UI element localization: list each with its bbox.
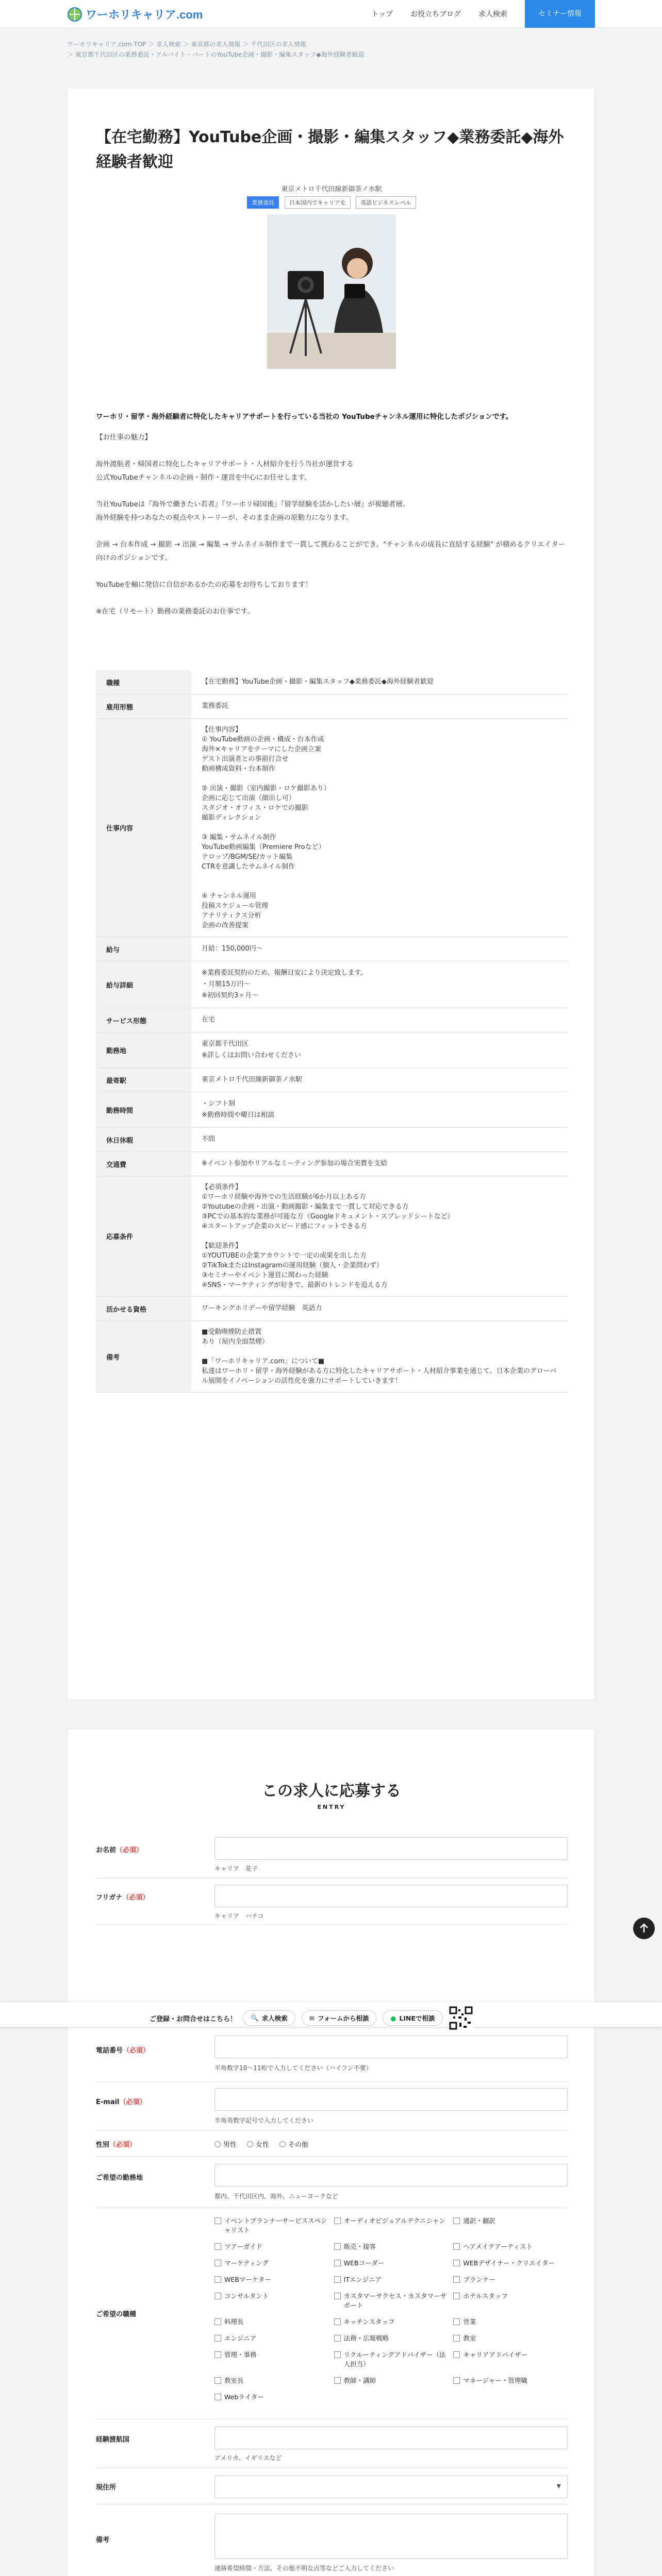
jobtype-checkbox-option[interactable] <box>214 2216 329 2235</box>
checkbox[interactable] <box>334 2276 341 2283</box>
required-mark: （必須） <box>119 2098 146 2106</box>
detail-value: 在宅 <box>191 1008 568 1032</box>
field-furigana <box>96 1878 568 1925</box>
checkbox[interactable] <box>334 2260 341 2266</box>
jobtype-checkbox-option[interactable] <box>214 2292 329 2310</box>
job-station: 東京メトロ千代田線新御茶ノ水駅 <box>281 185 382 193</box>
detail-row-service <box>96 1008 568 1032</box>
detail-row-salary-detail <box>96 961 568 1008</box>
gender-male-option[interactable]: 男性 <box>214 2139 237 2149</box>
field-email <box>96 2082 568 2131</box>
checkbox[interactable] <box>214 2394 221 2400</box>
email-label: E-mail <box>96 2098 120 2106</box>
jobtype-option-label: カスタマーサクセス・カスタマーサポート <box>343 2292 447 2309</box>
phone-label: 電話番号 <box>96 2047 123 2055</box>
jobtype-option-label: WEBコーダー <box>343 2259 385 2267</box>
scroll-to-top-button[interactable] <box>633 1918 655 1939</box>
field-phone <box>96 2030 568 2082</box>
jobtype-checkbox-option[interactable] <box>334 2242 449 2251</box>
jobtype-checkbox-option[interactable] <box>453 2275 568 2284</box>
jobtype-checkbox-option[interactable] <box>214 2376 329 2385</box>
jobtype-option-label: WEBデザイナー・クリエイター <box>463 2259 555 2267</box>
nav-blog[interactable]: お役立ちブログ <box>410 10 461 19</box>
checkbox[interactable] <box>453 2217 460 2224</box>
checkbox[interactable] <box>453 2377 460 2384</box>
checkbox[interactable] <box>214 2217 221 2224</box>
detail-label: 雇用形態 <box>96 694 191 719</box>
detail-value: 【必須条件】 ①ワーホリ経験や海外での生活経験が6か月以上ある方 ②Youtubeの企画・出演・動画撮影・編集まで一貫して対応できる方 ③PCでの基本的な業務が可能な方（Googleドキュメント・スプレッドシートなど） ④スタートアップ企業のスピード感にフィットできる方 【歓迎条件】 ①YOUTUBEの企業アカウントで一定の成果を出した方 ②TikTokまたはInstagramの運用経験（個人・企業問わず） ③セミナーやイベント運営に関わった経験 ④SNS・マーケティングが好きで、最新のトレンドを追える方 <box>191 1176 568 1297</box>
jobtype-option-label: マネージャー・管理職 <box>463 2377 527 2384</box>
nav-top[interactable]: トップ <box>371 10 393 19</box>
jobtype-label: ご希望の職種 <box>96 2311 137 2318</box>
note-textarea[interactable] <box>214 2514 568 2559</box>
tag-contract: 業務委託 <box>247 196 279 209</box>
detail-row-notes <box>96 1321 568 1393</box>
tag-career: 日本国内でキャリアを <box>285 196 351 209</box>
note-hint: 連絡希望時間・方法、その他不明な点等などご入力してください <box>214 2565 394 2572</box>
floatbar-text: ご登録・お問合せはこちら！ <box>150 2015 237 2023</box>
radio-circle[interactable] <box>279 2141 286 2147</box>
required-mark: （必須） <box>123 2047 150 2055</box>
field-gender <box>96 2131 568 2157</box>
detail-label: 交通費 <box>96 1152 191 1176</box>
jobtype-checkbox-option[interactable] <box>214 2242 329 2251</box>
line-consult-button-label: LINEで相談 <box>399 2014 435 2022</box>
checkbox[interactable] <box>334 2377 341 2384</box>
detail-label: 職種 <box>96 670 191 694</box>
jobtype-option-label: オーディオビジュアルテクニシャン <box>343 2217 445 2225</box>
jobtype-option-label: 管理・事務 <box>224 2351 257 2359</box>
detail-value: ※業務委託契約のため、報酬目安により決定致します。 ・月額15万円〜 ※初回契約3ヶ月〜 <box>191 961 568 1008</box>
jobtype-option-label: ヘアメイクアーティスト <box>463 2243 533 2250</box>
jobtype-checkbox-option[interactable] <box>334 2317 449 2327</box>
phone-input[interactable] <box>214 2036 568 2058</box>
breadcrumb-line-2[interactable]: ＞ 東京都千代田区の業務委託・アルバイト・パートのYouTube企画・撮影・編集スタッフ◆海外経験者歓迎 <box>67 51 365 58</box>
detail-label: 活かせる資格 <box>96 1297 191 1321</box>
jobtype-checkbox-grid <box>214 2216 568 2402</box>
location-label: ご希望の勤務地 <box>96 2174 143 2182</box>
gender-other-option[interactable]: その他 <box>279 2139 308 2149</box>
radio-circle[interactable] <box>247 2141 253 2147</box>
detail-label: 勤務地 <box>96 1032 191 1068</box>
job-photo <box>267 214 396 369</box>
abroad-label: 経験渡航国 <box>96 2436 130 2444</box>
detail-value: ■受動喫煙防止措置 あり（屋内全面禁煙） ■「ワーホリキャリア.com」について■ 私達はワーホリ・留学・海外経験がある方に特化したキャリアサポート・人材紹介事業を通じて、日本企業のグローバル展開をイノベーションの活性化を強力にサポートしていきます！ <box>191 1321 568 1393</box>
jobtype-option-label: WEBマーケター <box>224 2276 271 2283</box>
detail-row-occupation <box>96 670 568 694</box>
gender-female-option[interactable]: 女性 <box>247 2139 269 2149</box>
jobtype-option-label: 教師・講師 <box>343 2377 376 2384</box>
jobtype-option-label: コンサルタント <box>224 2292 269 2300</box>
jobtype-option-label: 通訳・翻訳 <box>463 2217 495 2225</box>
detail-value: 業務委託 <box>191 694 568 719</box>
jobtype-checkbox-option[interactable] <box>453 2242 568 2251</box>
detail-row-requirements <box>96 1176 568 1297</box>
form-consult-button-label: フォームから相談 <box>318 2014 369 2022</box>
job-intro <box>96 410 568 618</box>
field-note <box>96 2504 568 2576</box>
jobtype-checkbox-option[interactable] <box>334 2292 449 2310</box>
checkbox[interactable] <box>334 2318 341 2325</box>
detail-value: 月給：150,000円〜 <box>191 937 568 961</box>
line-icon: ● <box>390 2014 396 2022</box>
phone-hint: 半角数字10〜11桁で入力してください（ハイフン不要） <box>214 2064 372 2072</box>
detail-value: 【仕事内容】 ① YouTube動画の企画・構成・台本作成 海外×キャリアをテーマにした企画立案 ゲスト出演者との事前打合せ 動画構成資料・台本制作 ② 出演・撮影（室内撮影・ロケ撮影あり） 企画に応じて出演（顔出し可） スタジオ・オフィス・ロケでの撮影 撮影ディレクション ③ 編集・サムネイル制作 YouTube動画編集（Premiere Proなど） テロップ/BGM/SE/カット編集 CTRを意識したサムネイル制作 ④ チャンネル運用 投稿スケジュール管理 アナリティクス分析 企画の改善提案 <box>191 719 568 937</box>
job-tags <box>68 196 595 209</box>
pref-label: 現住所 <box>96 2484 117 2492</box>
name-label: お名前 <box>96 1846 117 1854</box>
jobtype-option-label: 教室 <box>463 2334 476 2342</box>
apply-form-card <box>67 1728 595 2576</box>
job-intro-lead: ワーホリ・留学・海外経験者に特化したキャリアサポートを行っている当社の YouTubeチャンネル運用に特化したポジションです。 <box>96 413 513 421</box>
jobtype-checkbox-option[interactable] <box>334 2334 449 2343</box>
detail-value: ワーキングホリデーや留学経験 英語力 <box>191 1297 568 1321</box>
checkbox[interactable] <box>214 2293 221 2299</box>
breadcrumb <box>67 39 428 60</box>
radio-circle[interactable] <box>214 2141 221 2147</box>
jobtype-checkbox-option[interactable] <box>334 2216 449 2235</box>
jobtype-option-label: ホテルスタッフ <box>463 2292 508 2300</box>
checkbox[interactable] <box>334 2335 341 2342</box>
detail-row-holidays <box>96 1128 568 1152</box>
field-name <box>96 1832 568 1878</box>
mail-icon: ✉ <box>309 2014 315 2022</box>
location-hint: 都内、千代田区内、海外、ニューヨークなど <box>214 2193 339 2200</box>
floating-contact-bar <box>0 2002 662 2027</box>
jobtype-option-label: キッチンスタッフ <box>343 2318 395 2326</box>
detail-label: 休日休暇 <box>96 1128 191 1152</box>
logo-globe-icon <box>67 7 82 22</box>
jobtype-checkbox-option[interactable] <box>214 2393 329 2402</box>
checkbox[interactable] <box>453 2243 460 2250</box>
jobtype-option-label: キャリアアドバイザー <box>463 2351 528 2359</box>
detail-value: ・シフト制 ※勤務時間や曜日は相談 <box>191 1092 568 1128</box>
qr-code-icon <box>449 2006 473 2030</box>
jobtype-option-label: 法務・広報戦略 <box>343 2334 389 2342</box>
chevron-down-icon: ▼ <box>556 2483 561 2489</box>
detail-value: 東京都千代田区 ※詳しくはお問い合わせください <box>191 1032 568 1068</box>
abroad-hint: アメリカ、イギリスなど <box>214 2454 282 2462</box>
jobtype-option-label: 販売・接客 <box>343 2243 376 2250</box>
checkbox[interactable] <box>334 2351 341 2358</box>
tag-english: 英語ビジネスレベル <box>356 196 416 209</box>
main-nav <box>371 0 595 28</box>
email-hint: 半角英数字記号で入力してください <box>214 2117 314 2124</box>
jobtype-checkbox-option[interactable] <box>214 2317 329 2327</box>
detail-label: 最寄駅 <box>96 1068 191 1092</box>
nav-seminar-button[interactable]: セミナー情報 <box>525 0 595 28</box>
jobtype-checkbox-option[interactable] <box>453 2350 568 2369</box>
jobtype-checkbox-option[interactable] <box>214 2350 329 2369</box>
detail-row-hours <box>96 1092 568 1128</box>
checkbox[interactable] <box>214 2260 221 2266</box>
note-label: 備考 <box>96 2536 110 2544</box>
detail-label: 備考 <box>96 1321 191 1393</box>
field-abroad <box>96 2419 568 2468</box>
apply-subtitle: ENTRY <box>317 1804 346 1810</box>
detail-label: 応募条件 <box>96 1176 191 1297</box>
checkbox[interactable] <box>334 2217 341 2224</box>
gender-label: 性別 <box>96 2141 110 2149</box>
checkbox[interactable] <box>453 2293 460 2299</box>
site-header <box>0 0 662 28</box>
checkbox[interactable] <box>453 2335 460 2342</box>
jobtype-checkbox-option[interactable] <box>334 2259 449 2268</box>
jobtype-checkbox-option[interactable] <box>334 2275 449 2284</box>
jobtype-option-label: ITエンジニア <box>343 2276 382 2283</box>
jobtype-checkbox-option[interactable] <box>453 2376 568 2385</box>
woman-camera-illustration <box>267 214 396 369</box>
name-hint: キャリア 花子 <box>214 1865 258 1872</box>
checkbox[interactable] <box>453 2260 460 2266</box>
form-consult-button[interactable] <box>302 2010 377 2026</box>
jobtype-option-label: 教室長 <box>224 2377 244 2384</box>
checkbox[interactable] <box>214 2351 221 2358</box>
arrow-up-icon <box>633 1918 655 1939</box>
detail-row-transport <box>96 1152 568 1176</box>
field-prefecture <box>96 2468 568 2504</box>
checkbox[interactable] <box>334 2293 341 2299</box>
email-input[interactable] <box>214 2088 568 2111</box>
jobtype-option-label: プランナー <box>463 2276 495 2283</box>
name-input[interactable] <box>214 1837 568 1860</box>
detail-row-station <box>96 1068 568 1092</box>
search-icon: 🔍 <box>251 2014 259 2022</box>
jobtype-checkbox-option[interactable] <box>453 2317 568 2327</box>
detail-label: 給与 <box>96 937 191 961</box>
job-detail-table <box>96 670 568 1393</box>
detail-value: 東京メトロ千代田線新御茶ノ水駅 <box>191 1068 568 1092</box>
detail-label: 仕事内容 <box>96 719 191 937</box>
jobtype-option-label: マーケティング <box>224 2259 269 2267</box>
location-input[interactable] <box>214 2164 568 2187</box>
checkbox[interactable] <box>453 2351 460 2358</box>
jobtype-option-label: エンジニア <box>224 2334 257 2342</box>
jobtype-checkbox-option[interactable] <box>453 2292 568 2310</box>
job-intro-body: 【お仕事の魅力】 海外渡航者・帰国者に特化したキャリアサポート・人材紹介を行う当社が運営する 公式YouTubeチャンネルの企画・制作・運営を中心にお任せします。 当社YouTubeは『海外で働きたい若者』『ワーホリ帰国後』『留学経験を活かしたい層』が視聴者層。 海外経験を持つあなたの視点やストーリーが、そのまま企画の原動力になります。 企画 → 台本作成 → 撮影 → 出演 → 編集 → サムネイル制作まで一貫して携わることができ、"チャンネルの成長に直結する経験" が積めるクリエイター向けのポジションです。 YouTubeを軸に発信に自信があるかたの応募をお待ちしております！ ※在宅（リモート）勤務の業務委託のお仕事です。 <box>96 433 566 616</box>
checkbox[interactable] <box>214 2243 221 2250</box>
required-mark: （必須） <box>116 1846 143 1854</box>
detail-row-salary <box>96 937 568 961</box>
field-jobtype <box>96 2208 568 2419</box>
checkbox[interactable] <box>453 2276 460 2283</box>
checkbox[interactable] <box>453 2318 460 2325</box>
abroad-input[interactable] <box>214 2427 568 2449</box>
detail-row-employment <box>96 694 568 719</box>
field-location <box>96 2157 568 2208</box>
jobtype-option-label: Webライター <box>224 2393 264 2401</box>
breadcrumb-line-1[interactable]: ワーホリキャリア.com TOP ＞ 求人検索 ＞ 東京都の求人情報 ＞ 千代田区の求人情報 <box>67 41 307 48</box>
furigana-hint: キャリア ハナコ <box>214 1912 264 1920</box>
detail-value: ※イベント参加やリアルなミーティング参加の場合実費を支給 <box>191 1152 568 1176</box>
gender-radio-group <box>214 2139 308 2149</box>
required-mark: （必須） <box>122 1894 150 1902</box>
checkbox[interactable] <box>334 2243 341 2250</box>
detail-value: 不問 <box>191 1128 568 1152</box>
nav-job-search[interactable]: 求人検索 <box>478 10 507 19</box>
furigana-input[interactable] <box>214 1885 568 1907</box>
jobtype-option-label: ツアーガイド <box>224 2243 263 2250</box>
job-detail-card <box>67 88 595 1700</box>
jobtype-checkbox-option[interactable] <box>453 2259 568 2268</box>
jobtype-checkbox-option[interactable] <box>334 2376 449 2385</box>
jobtype-checkbox-option[interactable] <box>214 2334 329 2343</box>
jobtype-option-label: イベントプランナーサービススペシャリスト <box>224 2217 327 2234</box>
jobtype-option-label: リクルーティングアドバイザー（法人担当） <box>343 2351 446 2368</box>
jobtype-checkbox-option[interactable] <box>214 2259 329 2268</box>
detail-label: 給与詳細 <box>96 961 191 1008</box>
jobtype-checkbox-option[interactable] <box>334 2350 449 2369</box>
jobtype-checkbox-option[interactable] <box>214 2275 329 2284</box>
line-consult-button[interactable] <box>383 2010 442 2026</box>
checkbox[interactable] <box>214 2335 221 2342</box>
jobtype-checkbox-option[interactable] <box>453 2216 568 2235</box>
detail-row-qualifications <box>96 1297 568 1321</box>
checkbox[interactable] <box>214 2318 221 2325</box>
detail-label: サービス形態 <box>96 1008 191 1032</box>
checkbox[interactable] <box>214 2377 221 2384</box>
detail-label: 勤務時間 <box>96 1092 191 1128</box>
furigana-label: フリガナ <box>96 1894 123 1902</box>
apply-title: この求人に応募する <box>262 1782 401 1800</box>
job-search-button-label: 求人検索 <box>261 2014 288 2022</box>
job-search-button[interactable] <box>243 2010 295 2026</box>
jobtype-checkbox-option[interactable] <box>453 2334 568 2343</box>
logo-text: ワーホリキャリア.com <box>86 8 203 21</box>
detail-value: 【在宅勤務】YouTube企画・撮影・編集スタッフ◆業務委託◆海外経験者歓迎 <box>191 670 568 694</box>
jobtype-option-label: 料理長 <box>224 2318 244 2326</box>
detail-row-location <box>96 1032 568 1068</box>
site-logo[interactable] <box>67 6 203 22</box>
checkbox[interactable] <box>214 2276 221 2283</box>
job-title: 【在宅勤務】YouTube企画・撮影・編集スタッフ◆業務委託◆海外経験者歓迎 <box>96 128 564 171</box>
jobtype-option-label: 営業 <box>463 2318 476 2326</box>
pref-select[interactable] <box>214 2476 568 2498</box>
required-mark: （必須） <box>109 2141 137 2149</box>
detail-row-work <box>96 719 568 937</box>
